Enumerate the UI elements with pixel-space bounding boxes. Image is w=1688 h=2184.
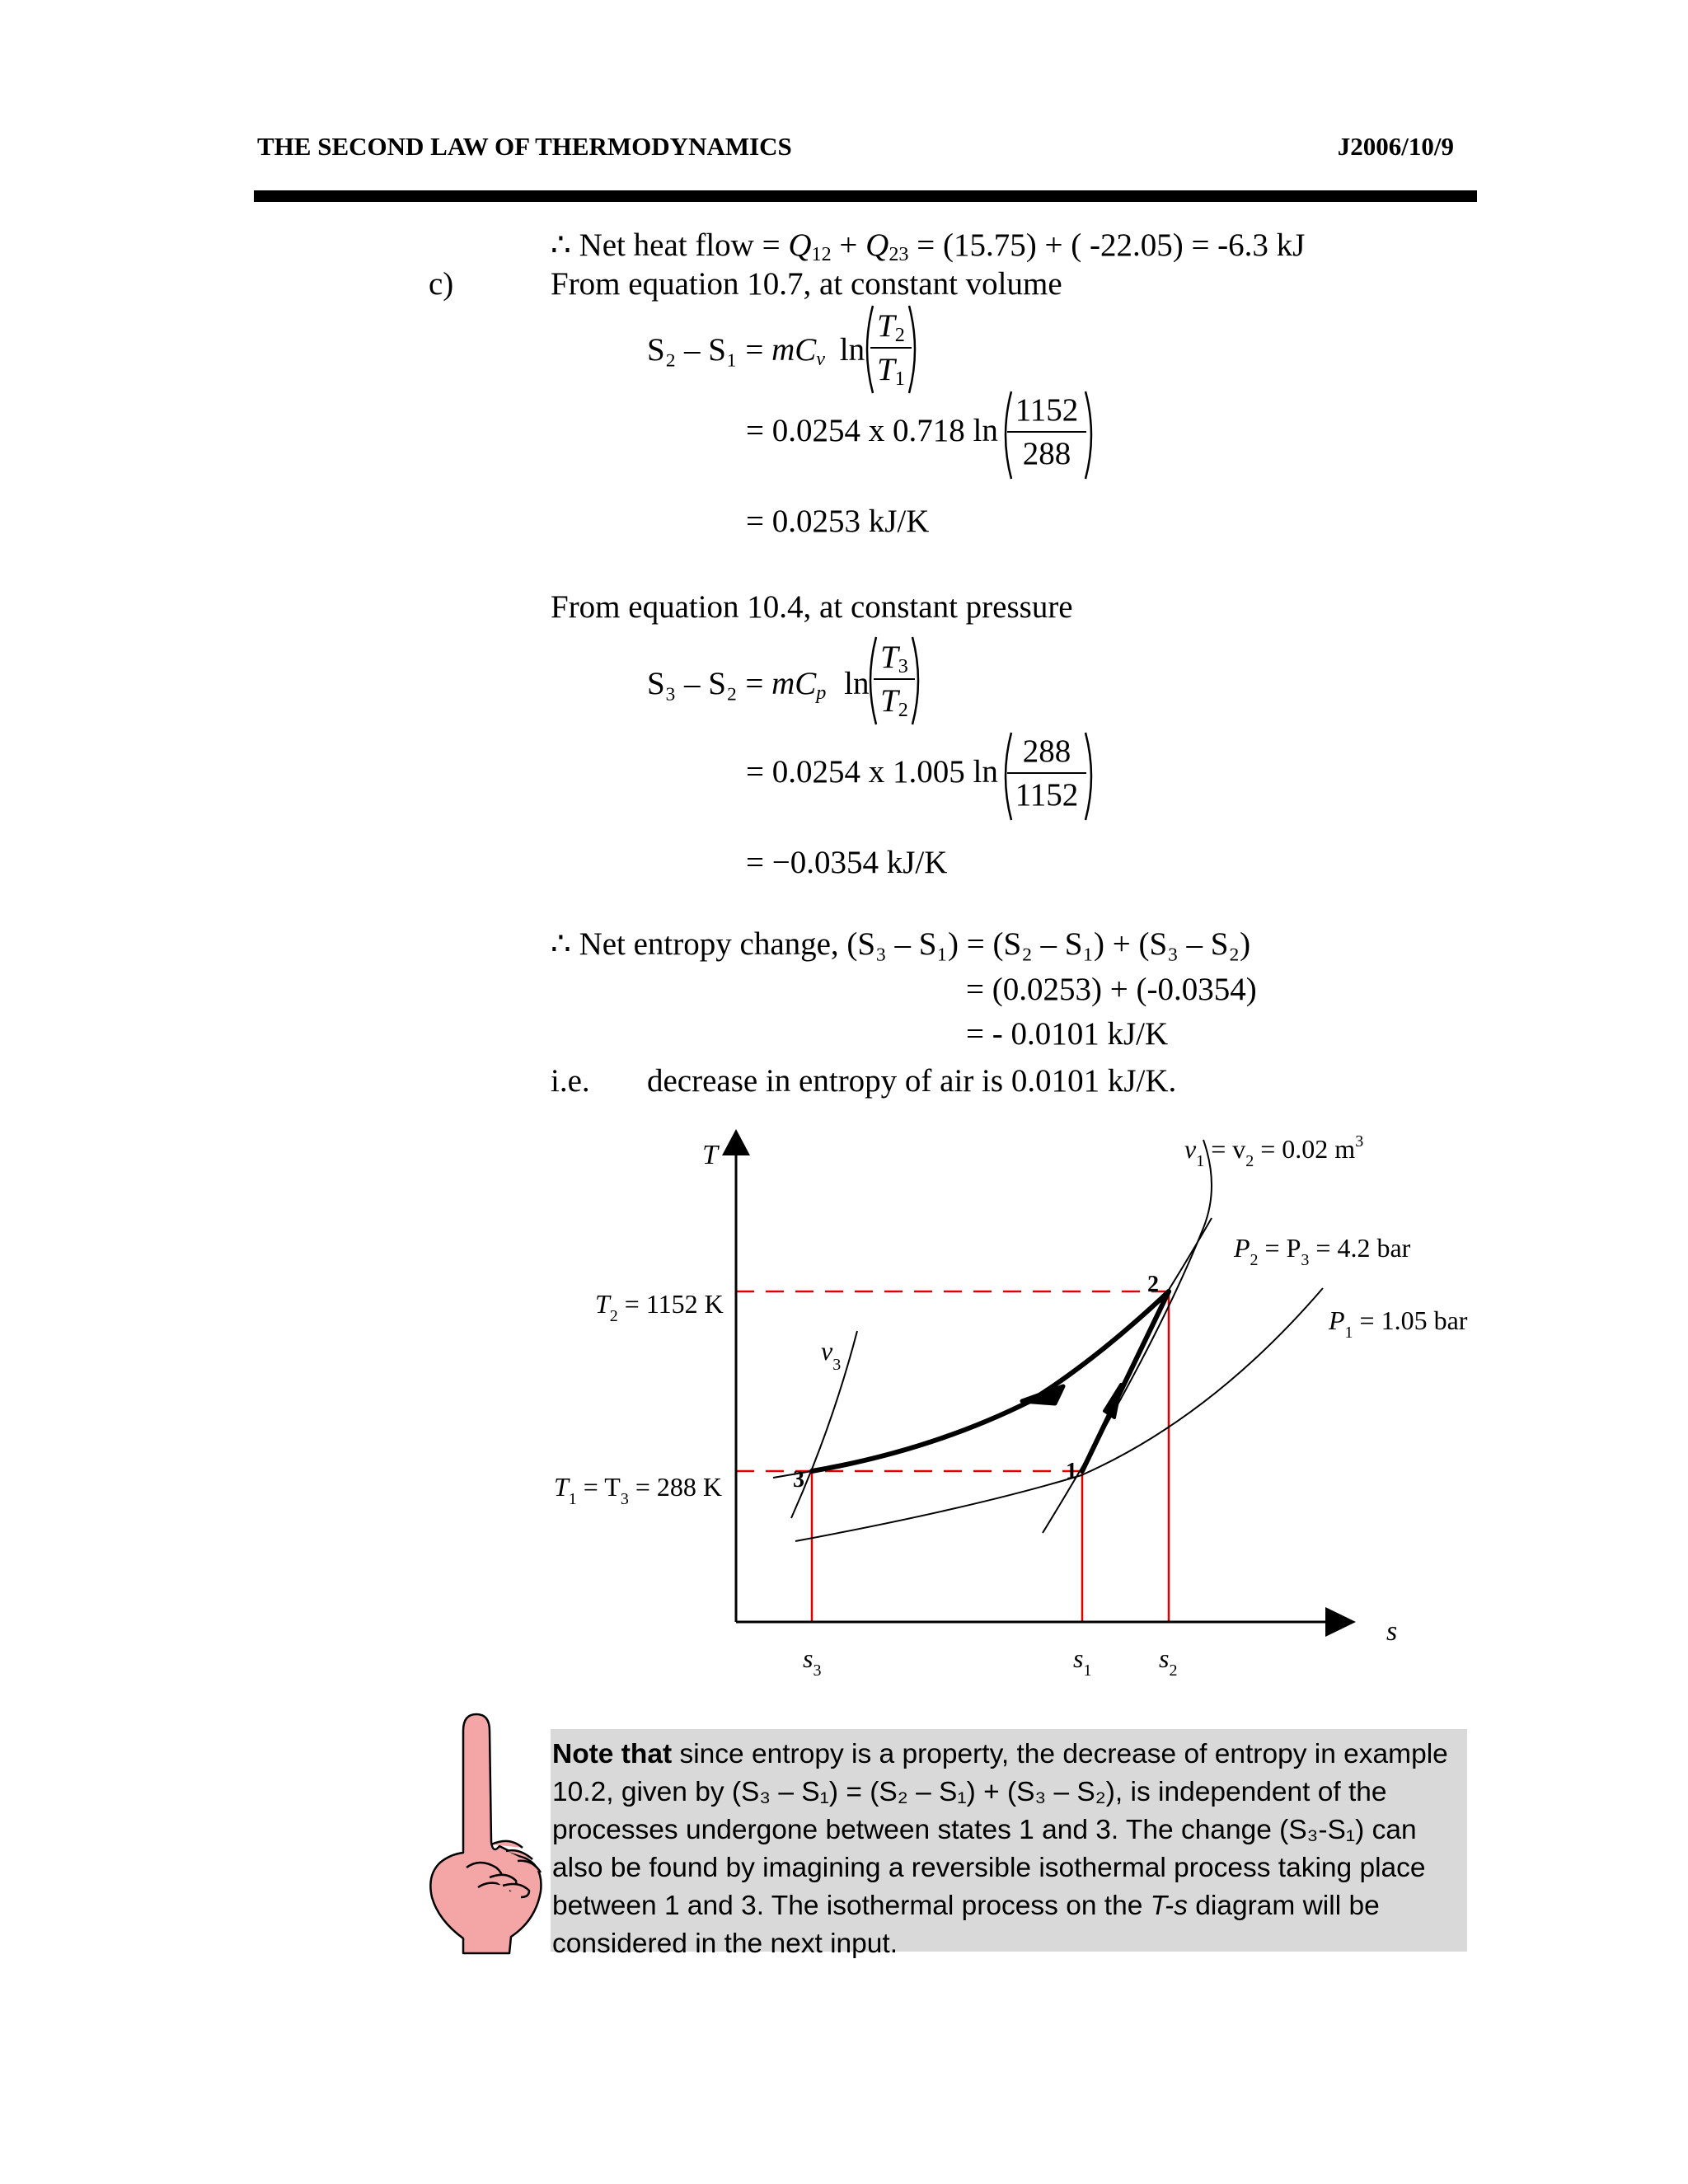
v3-label: $v_3$ <box>821 1336 842 1374</box>
eq2-num2: 288 <box>1007 735 1086 774</box>
eq2-den2: 1152 <box>1015 777 1079 813</box>
plus-sign: + <box>839 227 858 263</box>
v12-label: $v_1 = v_2 = 0.02$ $m^3$ <box>1184 1132 1364 1170</box>
s2-label: $s_2$ <box>1159 1643 1178 1680</box>
note-bold-prefix: Note that <box>552 1739 673 1769</box>
eq1-den: T <box>877 352 895 387</box>
net-entropy-line1: ∴ Net entropy change, (S₃ – S₁) = (S₂ – S₁) + (S₃ – S₂) <box>551 926 1251 962</box>
eq1-den-sub: 1 <box>894 368 905 391</box>
note-text-part1: since entropy is a property, the decrease of entropy in example 10.2, given by (S₃ – S₁) = (S₂ – S₁) + (S₃ – S₂), is independent of the processes undergone between states 1 and 3. The change (S₃-S₁) can also be found by imagining a reversible isothermal process taking place between 1 and 3. The isothermal process on the <box>552 1739 1448 1921</box>
eq1-ln: ln <box>839 332 865 368</box>
net-heat-value: = (15.75) + ( -22.05) = -6.3 kJ <box>917 227 1306 263</box>
process-2-3-arrow-icon <box>1022 1386 1063 1404</box>
q23-sub: 23 <box>889 243 909 266</box>
page-code: J2006/10/9 <box>1337 132 1454 161</box>
eq1-mc: mC <box>771 332 817 368</box>
t-axis-label: T <box>702 1140 718 1170</box>
s3-label: $s_3$ <box>803 1643 822 1680</box>
net-entropy-line2: = (0.0253) + (-0.0354) <box>966 972 1257 1007</box>
q12-symbol: Q <box>788 227 812 263</box>
net-entropy-line3: = - 0.0101 kJ/K <box>966 1016 1169 1052</box>
pointing-hand-icon <box>420 1706 552 1961</box>
therefore-symbol: ∴ <box>551 227 571 263</box>
eq2-line2: = 0.0254 x 1.005 ln <box>746 754 998 790</box>
intro-constant-volume: From equation 10.7, at constant volume <box>551 266 1062 302</box>
eq2-num-sub: 3 <box>898 655 908 678</box>
eq1-line2: = 0.0254 x 0.718 ln <box>746 413 998 448</box>
s1-label: $s_1$ <box>1073 1643 1092 1680</box>
eq1-num2: 1152 <box>1007 394 1086 433</box>
guide-lines <box>736 1291 1169 1622</box>
s-axis-label: s <box>1386 1616 1398 1647</box>
t-axis-arrow-icon <box>722 1129 750 1155</box>
state-1-label: 1 <box>1066 1459 1077 1484</box>
eq2-cp-sub: p <box>816 682 827 705</box>
process-1-2-arrow-icon <box>1104 1385 1121 1418</box>
eq2-den: T <box>880 683 898 719</box>
part-c-label: c) <box>429 266 454 302</box>
eq1-num: T <box>877 308 895 344</box>
conclusion-text: decrease in entropy of air is 0.0101 kJ/K. <box>647 1063 1177 1099</box>
eq1-cv-sub: v <box>816 348 825 371</box>
q23-symbol: Q <box>865 227 889 263</box>
eq2-ln: ln <box>844 666 870 701</box>
net-heat-label: Net heat flow = <box>579 227 781 263</box>
document-title: THE SECOND LAW OF THERMODYNAMICS <box>257 132 792 161</box>
t13-label: $T_1 = T_3 = 288$ K <box>554 1472 722 1508</box>
s-axis-arrow-icon <box>1325 1607 1356 1637</box>
eq2-mc: mC <box>771 666 817 701</box>
eq2-lhs-text: S₃ – S₂ = <box>647 666 772 701</box>
q12-sub: 12 <box>811 243 832 266</box>
process-1-2-line <box>1082 1291 1169 1471</box>
eq1-lhs-text: S₂ – S₁ = <box>647 332 772 368</box>
eq2-num: T <box>880 640 898 675</box>
p23-label: $P_2 = P_3 = 4.2$ bar <box>1234 1233 1411 1269</box>
t2-label: $T_2 = 1152$ K <box>595 1289 724 1325</box>
eq1-den2: 288 <box>1022 436 1071 471</box>
state-2-label: 2 <box>1147 1272 1159 1297</box>
eq1-num-sub: 2 <box>894 324 905 347</box>
constant-pressure-p23-curve <box>1165 1218 1212 1296</box>
eq2-den-sub: 2 <box>898 699 908 722</box>
note-ts-term: T-s <box>1150 1891 1188 1921</box>
note-box <box>551 1729 1467 1959</box>
ie-label: i.e. <box>551 1063 590 1099</box>
eq1-result: = 0.0253 kJ/K <box>746 504 930 539</box>
process-2-3-line <box>812 1291 1169 1471</box>
note-text-part2: diagram will be considered in the next input. <box>552 1891 1380 1959</box>
p1-label: $P_1 = 1.05$ bar <box>1329 1305 1468 1342</box>
constant-pressure-p1-curve <box>795 1288 1323 1541</box>
intro-constant-pressure: From equation 10.4, at constant pressure <box>551 589 1073 625</box>
state-3-label: 3 <box>793 1467 804 1493</box>
eq2-result: = −0.0354 kJ/K <box>746 845 948 880</box>
